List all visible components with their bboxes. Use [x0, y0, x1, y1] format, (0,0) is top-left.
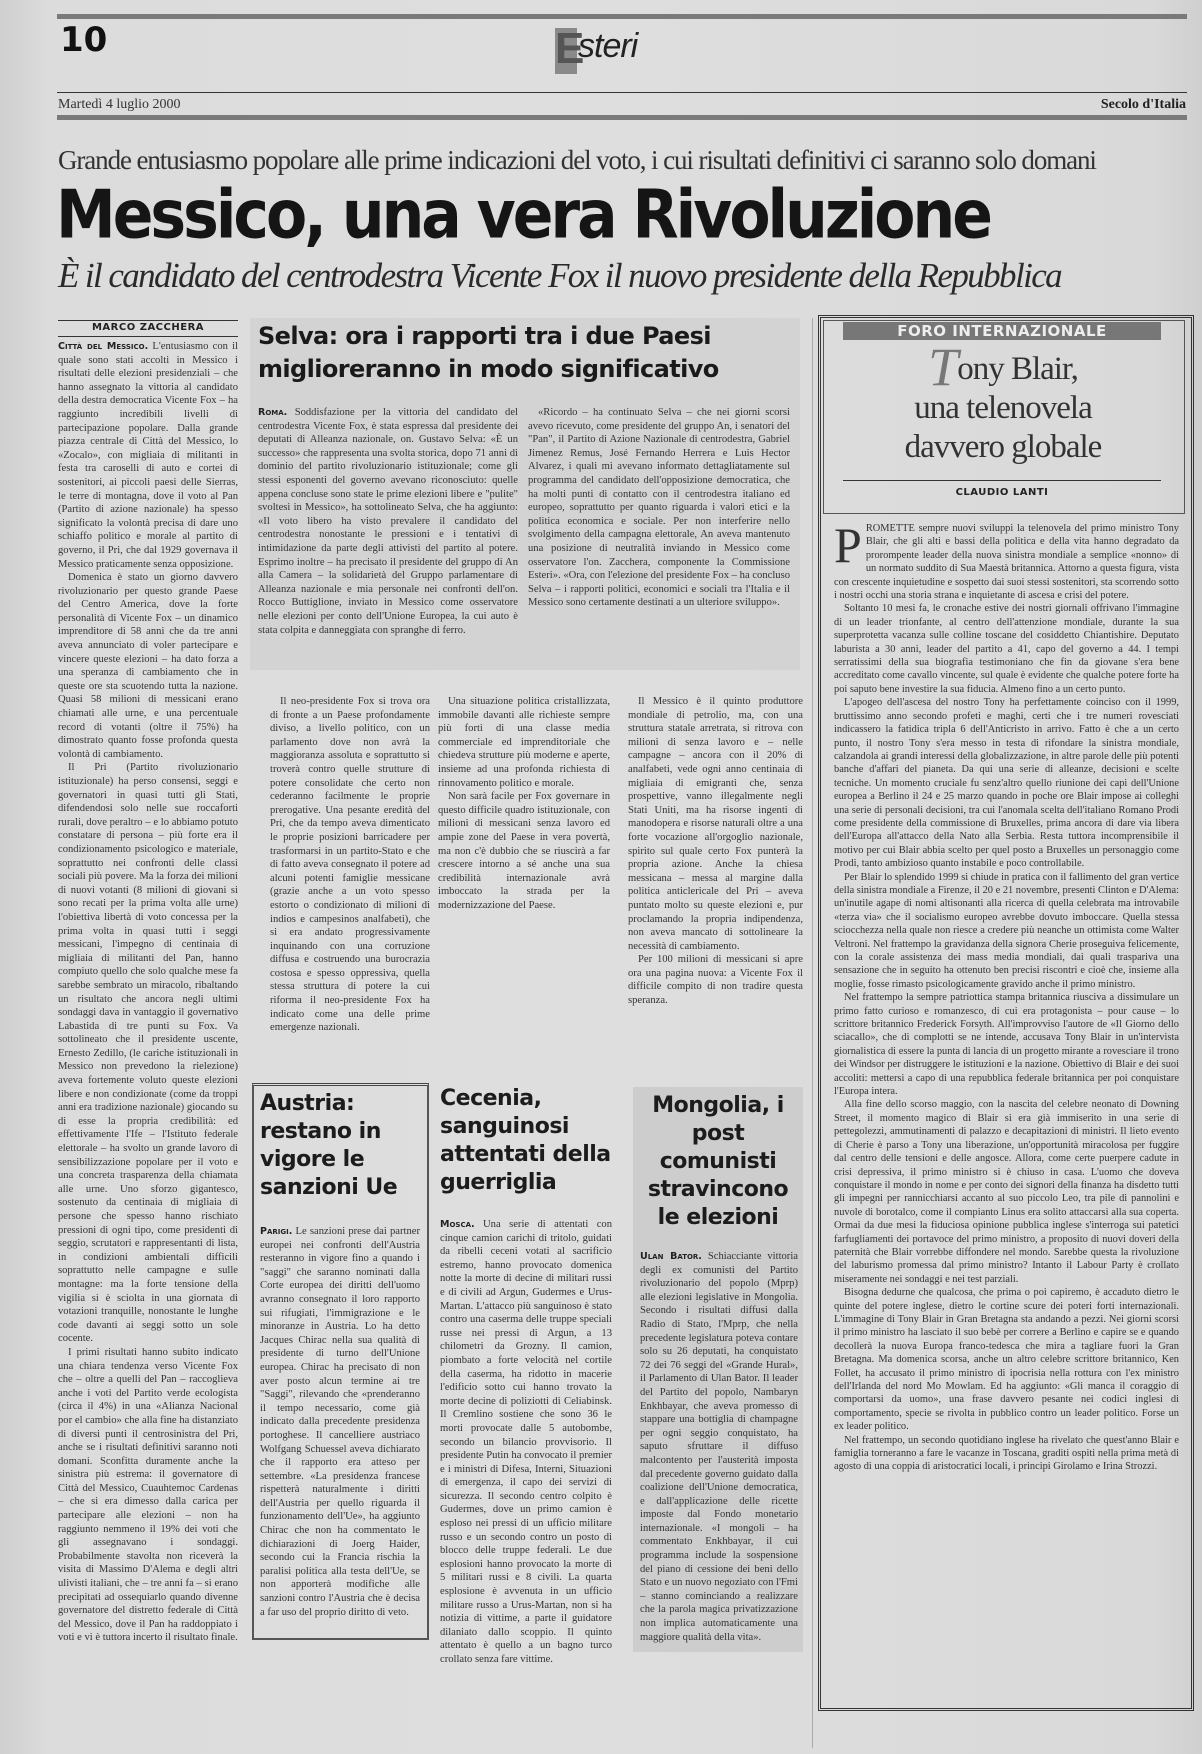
main-dateline: Città del Messico.	[58, 341, 149, 352]
foro-paragraph: Soltanto 10 mesi fa, le cronache estive dei nostri giornali offrivano l'immagine di un leader trionfante, al centro dell'attenzione mondiale, durante la sua superprotetta vacanza sulle colline toscane del cosiddetto Chiantishire. Deputato laburista a 30 anni, leader del partito a 41, capo del governo a 44. I tempi serratissimi della sua biografia testimoniano che fin da giovane s'era bene accreditato come cavallo vincente, sul quale è evidente che qualche potere forte ha poi saputo bene investire la sua fiducia. Almeno fino a un certo punto.	[834, 603, 1179, 695]
selva-paragraph: «Ricordo – ha continuato Selva – che nei giorni scorsi avevo ricevuto, come presidente del gruppo An, i senatori del "Pan", il Partito di Azione Nazionale di centrodestra, Gabriel Jimenez Remus, José Fernando Herrera e Luis Hector Alvarez, i quali mi avevano informato dettagliatamente sul programma del candidato dell'opposizione democratica, che ha molti punti di contatto con il centrodestra italiano ed europeo, soprattutto per quanto riguarda i valori etici e la politica economica e sociale. Per non interferire nello svolgimento della campagna elettorale, An aveva mantenuto una posizione di neutralità inviando in Messico come osservatore l'on. Zacchera, componente la Commissione Esteri». «Ora, con l'elezione del presidente Fox – ha concluso Selva – i rapporti politici, economici e sociali tra l'Italia e il Messico sono certamente destinati a un ulteriore sviluppo».	[528, 407, 790, 609]
selva-paragraph-text: Soddisfazione per la vittoria del candidato del centrodestra Vicente Fox, è stata espressa dal presidente dei deputati di Alleanza nazionale, on. Gustavo Selva: «È un successo» che rappresenta una svolta storica, dopo 71 anni di dominio del partito rivoluzionario istituzionale; come gli stessi esponenti del governo avevano riconosciuto: quelle appena concluse sono state le prime elezioni libere e "pulite" svoltesi in Messico», ha sottolineato Selva, che ha aggiunto: «Il voto libero ha visto prevalere il candidato del centrodestra nonostante le pressioni e i tentativi di intimidazione da parte degli attivisti del partito al potere. Esprimo inoltre – ha precisato il presidente del gruppo di An alla Camera – la solidarietà del Gruppo parlamentare di Alleanza nazionale e mia personale nei confronti dell'on. Rocco Buttiglione, inviato in Messico come osservatore nelle elezioni per conto dell'Unione Europea, la cui auto è stata colpita e danneggiata con spranghe di ferro.	[258, 407, 518, 636]
foro-title	[830, 337, 1176, 467]
top-rule	[57, 14, 1187, 19]
foro-rule	[843, 480, 1161, 481]
mongolia-text: Schiacciante vittoria degli ex comunisti del Partito rivoluzionario del popolo (Mprp) alle elezioni legislative in Mongolia. Secondo i risultati diffusi dalla Radio di Stato, l'Mprp, che nella precedente legislatura poteva contare solo su 26 deputati, ha conquistato 72 dei 76 seggi del «Grande Hural», il Parlamento di Ulan Bator. Il leader del Partito del popolo, Nambaryn Enkhbayar, che aveva promesso di stappare una bottiglia di champagne per ogni seggio conquistato, ha saputo sfruttare il diffuso malcontento per l'austerità imposta dal precedente governo guidato dalla coalizione dell'Unione democratica, e dall'applicazione delle ricette imposte dal Fondo monetario internazionale. «I mongoli – ha commentato Enkhbayar, il cui programma include la sospensione del piano di cessione dei beni dello Stato e un nuovo negoziato con l'Fmi – stanno cominciando a realizzare che la parola magica privatizzazione non implica automaticamente una maggiore qualità della vita».	[640, 1251, 798, 1643]
foro-author: CLAUDIO LANTI	[955, 487, 1049, 498]
main-paragraph-text: L'entusiasmo con il quale sono stati accolti in Messico i risultati delle elezioni presidenziali – che hanno assegnato la vittoria al candidato della destra democratica Vicente Fox – ha raggiunto incredibili livelli di partecipazione popolare. Dalla grande piazza centrale di Città del Messico, lo «Zocalo», con migliaia di militanti in festa tra caroselli di auto e cortei di sostenitori, ai piccoli paesi delle Sierras, le terre di montagna, dove il voto al Pan (Partito di azione nazionale) ha spesso significato la volontà precisa di dare uno schiaffo politico e morale al partito di governo, il Pri, che dal 1929 governava il Messico praticamente senza opposizione.	[58, 341, 238, 570]
cecenia-text: Una serie di attentati con cinque camion carichi di tritolo, guidati da ribelli ceceni votati al sacrificio estremo, hanno provocato domenica notte la morte di decine di militari russi e di civili ad Argun, Gudermes e Urus-Martan. L'attacco più sanguinoso è stato contro una caserma delle truppe speciali russe nei pressi di Argun, a 13 chilometri da Grozny. Il camion, piombato a forte velocità nel cortile della caserma, ha ridotto in macerie l'edificio sotto cui hanno trovato la morte decine di poliziotti di Celiabinsk. Il Cremlino sostiene che sono 36 le morti provocate dalle 5 autobombe, secondo un bilancio provvisorio. Il presidente Putin ha convocato il premier e i ministri di Difesa, Interni, Situazioni di emergenza, il capo dei servizi di sicurezza. Il secondo centro colpito è Gudermes, dove un primo camion è esploso nei pressi di un ufficio militare russo e un secondo contro un posto di blocco delle truppe federali. Le due esplosioni hanno provocato la morte di 5 militari russi e 8 civili. La quarta esplosione è avvenuta in un ufficio militare russo a Urus-Martan, non si ha notizia di vittime, a parte il guidatore dilaniato dallo scoppio. Il quinto attentato è quello a un bagno turco crollato senza fare vittime.	[440, 1219, 612, 1665]
foro-paragraph: Bisogna dedurne che qualcosa, che prima o poi capiremo, è accaduto dietro le quinte del potere inglese, dietro le cortine scure dei poteri forti internazionali. L'immagine di Tony Blair in Gran Bretagna sta andando a pezzi. Nei giorni scorsi il primo ministro ha lasciato il suo bebè per correre a Berlino e capire se e quando decollerà la nuova Europa franco-tedesca che mira a tagliare fuori la Gran Bretagna. Ma domenica scorsa, anche un altro celebre scrittore britannico, Ken Follet, ha accusato il primo ministro di ipocrisia nella rottura con l'ex ministro dell'Irlanda del nord Mo Mowlam. Ed ha aggiunto: «Gli manca il coraggio di comportarsi da uomo», una frase davvero pesante nei codici inglesi di comportamento, specie se rivolta in pubblico contro un leader politico. Forse un ex leader politico.	[834, 1287, 1179, 1433]
main-headline: Messico, una vera Rivoluzione	[56, 176, 990, 255]
section-rest: steri	[578, 27, 638, 65]
foro-band: FORO INTERNAZIONALE	[843, 322, 1161, 340]
newspaper-name: Secolo d'Italia	[1100, 97, 1186, 112]
foro-paragraph: Per Blair lo splendido 1999 si chiude in pratica con il fallimento del gran vertice della sinistra mondiale a Firenze, il 20 e 21 novembre, presenti Clinton e D'Alema: un'inutile agape di nomi altisonanti alla ricerca di quella celebrata ma introvabile «terza via» che il socialismo europeo avrebbe dovuto imboccare. Quella stessa sciocchezza nella quale non riesce a credere più neanche un ottimista come Walter Veltroni. Nel frattempo la gravidanza della signora Cherie proseguiva felicemente, con la corale assistenza dei mass media mondiali, dai quali traspariva una sensazione che in seguito ha ottenuto ben precisi riscontri e cioè che, insieme alla moglie, fosse rimasto psicologicamente gravido anche il primo ministro.	[834, 871, 1179, 990]
main-paragraph: Non sarà facile per Fox governare in questo difficile quadro istituzionale, con milioni di messicani senza lavoro ed ampie zone del Paese in vera povertà, ma non c'è dubbio che se riuscirà a far crescere intorno a sé anche una sua credibilità internazionale avrà imboccato la strada per la modernizzazione del Paese.	[438, 791, 610, 911]
section-initial: E	[555, 24, 584, 73]
foro-paragraph: Nel frattempo la sempre patriottica stampa britannica riusciva a dissimulare un primo fatto curioso e romanzesco, di cui era protagonista – pour cause – lo scrittore britannico Frederick Forsyth. All'improvviso l'autore de «Il Giorno dello sciacallo», che di complotti se ne intende, accusava Tony Blair in un'intervista giornalistica di essere la punta di lancia di un progetto mirante a rovesciare il trono dei Windsor per distruggere le istituzioni e la nazione. Obiettivo di Blair e dei suoi accoliti: mettersi a capo di una repubblica federale britannica per poi conquistare l'Europa intera.	[834, 992, 1179, 1098]
mongolia-article	[640, 1250, 798, 1650]
main-continuation-column-2	[438, 695, 610, 1055]
main-subhead: È il candidato del centrodestra Vicente Fox il nuovo presidente della Repubblica	[58, 256, 1062, 295]
mongolia-headline: Mongolia, i post comunisti stravincono le elezioni	[647, 1093, 789, 1230]
foro-paragraph: Nel frattempo, un secondo quotidiano inglese ha rivelato che quest'anno Blair e famiglia torneranno a fare le vacanze in Toscana, graditi ospiti nella prima metà di agosto di una coppia di aristocratici locali, i principi Girolamo e Irina Strozzi.	[834, 1434, 1179, 1473]
main-paragraph: Il Messico è il quinto produttore mondiale di petrolio, ma, con una struttura statale arretrata, si ritrova con milioni di senza lavoro e – nelle campagne – ancora con il 20% di analfabeti, vede ogni anno centinaia di migliaia di emigranti che, senza prospettive, vanno illegalmente negli Stati Uniti, ma ha risorse ingenti di manodopera e risorse naturali oltre a una forte vocazione all'orgoglio nazionale, spirito sul quale certo Fox punterà la propria azione. Anche la chiesa messicana – messa al margine dalla politica anticlericale del Pri – aveva puntato molto su queste elezioni e, pur proclamando la propria indipendenza, non aveva mancato di sottolineare la necessità di cambiamento.	[628, 696, 803, 952]
foro-title-line-2: una telenovela	[914, 390, 1092, 426]
mongolia-paragraph	[640, 1250, 798, 1644]
austria-headline: Austria: restano in vigore le sanzioni Ue	[260, 1091, 398, 1200]
header-bottom-rule	[57, 115, 1187, 120]
foro-title-line-3: davvero globale	[904, 429, 1102, 465]
main-paragraph: Il Pri (Partito rivoluzionario istituzionale) ha perso consensi, seggi e governatori in quasi tutti gli Stati, difendendosi solo nelle sue roccaforti rurali, dove peraltro – e lo abbiamo potuto constatare di persona – più forte era il condizionamento psicologico e materiale, soprattutto nei confronti delle classi sociali più povere. Ma la forza dei milioni di nuovi votanti (8 milioni di giovani si sono recati per la prima volta alle urne) l'obiettiva libertà di voto concessa per la prima volta in quasi tutti i seggi messicani, l'impegno di centinaia di migliaia di militanti del Pan, hanno compiuto quello che solo qualche mese fa sarebbe sembrato un miracolo, ribaltando un risultato che ancora negli ultimi sondaggi dava in vantaggio il governativo Labastida di tre punti su Fox. Va sottolineato che il presidente uscente, Ernesto Zedillo, (le cariche istituzionali in Messico non prevedono la rielezione) aveva fortemente voluto queste elezioni libere e non condizionate (come da troppi anni era tradizione nazionale) giocando su di esse la propria credibilità: ed effettivamente l'Ife – l'Istituto federale elettorale – ha svolto un grande lavoro di sensibilizzazione popolare per il voto e una concreta trasparenza della chiamata alle urne. Uno sforzo gigantesco, sostenuto da centinaia di migliaia di persone che spesso hanno rischiato pressioni di ogni tipo, come presidenti di seggio, scrutatori e rappresentanti di lista, in condizioni ambientali difficili soprattutto nelle campagne e sulle montagne: ma la forte tensione della vigilia si è sciolta in una giornata di votazioni tranquille, nonostante le lunghe code davanti ai seggi sotto un sole cocente.	[58, 762, 238, 1345]
main-article-column	[58, 340, 238, 1745]
austria-paragraph	[260, 1225, 420, 1619]
main-paragraph: Una situazione politica cristallizzata, immobile davanti alle richieste sempre più forti di una classe media commerciale ed imprenditoriale che chiedeva strutture più moderne e aperte, insieme ad una profonda richiesta di rinnovamento politico e morale.	[438, 696, 610, 789]
section-initial-block	[555, 24, 584, 74]
main-paragraph	[58, 340, 238, 571]
header-rule	[57, 92, 1187, 93]
section-title	[555, 20, 638, 73]
byline-rule-bottom	[58, 336, 238, 337]
byline-rule-top	[58, 320, 238, 321]
mongolia-dateline: Ulan Bator.	[640, 1251, 702, 1262]
page-number: 10	[60, 20, 108, 60]
austria-dateline: Parigi.	[260, 1226, 293, 1237]
main-paragraph: I primi risultati hanno subito indicato una chiara tendenza verso Vicente Fox che – oltre a quelli del Pan – raccoglieva anche i voti del Partito verde ecologista (circa il 4%) in una «Alianza Nacional por el cambio» che alla fine ha distanziato di diversi punti il centrosinistra del Pri, anche se i risultati definitivi saranno noti domani. Sconfitta duramente anche la sinistra più estrema: il governatore di Città del Messico, Cuauhtemoc Cardenas – che si era dimesso dalla carica per partecipare alle elezioni – non ha raggiunto nemmeno il 19% dei voti che gli assegnavano i sondaggi. Probabilmente stavolta non riceverà la visita di Massimo D'Alema e degli altri ulivisti italiani, che – tre anni fa – si erano precipitati ad ossequiarlo quando divenne governatore del distretto federale di Città del Messico, dove il Pan ha raddoppiato i voti e vi è tuttora incerto il risultato finale.	[58, 1346, 238, 1644]
main-paragraph: Per 100 milioni di messicani si apre ora una pagina nuova: a Vicente Fox il difficile compito di non tradire questa speranza.	[628, 954, 803, 1007]
austria-text: Le sanzioni prese dai partner europei nei confronti dell'Austria resteranno in vigore fino a quando i "saggi" che saranno nominati dalla Corte europea dei diritti dell'uomo avranno consegnato il loro rapporto sui rifugiati, l'immigrazione e le minoranze in Austria. Lo ha detto Jacques Chirac nella sua qualità di presidente di turno dell'Unione europea. Chirac ha precisato di non aver posto alcun termine ai tre "Saggi", rilevando che «prenderanno il tempo necessario, come già indicato dalla precedente presidenza portoghese. Il cancelliere austriaco Wolfgang Schuessel aveva dichiarato che il rapporto era atteso per settembre. «La presidenza francese rispetterà naturalmente i diritti dell'Austria per quello riguarda il funzionamento dell'Ue», ha aggiunto Chirac che non ha commentato le dichiarazioni di Joerg Haider, secondo cui la Francia rischia la paralisi politica alla testa dell'Ue, se non apporterà modifiche alle sanzioni contro l'Austria che è decisa a far uso del proprio diritto di veto.	[260, 1226, 420, 1618]
selva-column-1	[258, 406, 518, 661]
cecenia-dateline: Mosca.	[440, 1219, 475, 1230]
foro-paragraph-text: ROMETTE sempre nuovi sviluppi la telenovela del primo ministro Tony Blair, che gli alti e bassi della politica e della vita hanno degradato da prorompente leader della nuova sinistra mondiale a semplice «nonno» di un normato suddito di Sua Maestà britannica. Attorno a questa figura, vista con crescente inquietudine e sospetto dai suoi stessi sostenitori, sta scorrendo sotto i nostri occhi una storia strana e inquietante di ascesa e crisi del potere.	[834, 523, 1179, 602]
cecenia-headline: Cecenia, sanguinosi attentati della guerriglia	[440, 1086, 611, 1195]
issue-date: Martedì 4 luglio 2000	[58, 97, 181, 112]
foro-paragraph: L'apogeo dell'ascesa del nostro Tony ha perfettamente coinciso con il 1999, bruttissimo anno secondo profeti e maghi, certi che i tre numeri rovesciati indicassero la fatidica tripla 6 dell'Anticristo in arrivo. Fatto è che a un certo punto, il nostro Tony s'era messo in testa di rifondare la sinistra mondiale, calzandola ai grandi interessi della globalizzazione, in altre parole delle più potenti banche d'affari del pianeta. Da qui una serie di alleanze, decisioni e scelte tecniche. Un momento cruciale fu senz'altro quello riunione dei capi dell'Unione europea a Berlino il 24 e 25 marzo quando in poche ore Blair impose ai colleghi una serie di personali decisioni, tra cui l'anomala scelta dell'italiano Romano Prodi come presidente della commissione di Bruxelles, prima ancora di dare via libera dell'Europa all'attacco della Nato alla Serbia. Resta tuttora incomprensibile il motivo per cui Blair abbia scelto per quel posto a Bruxelles un personaggio come Prodi, tanto ambizioso quanto instabile e poco controllabile.	[834, 697, 1179, 870]
selva-column-2	[528, 406, 790, 661]
main-paragraph: Il neo-presidente Fox si trova ora di fronte a un Paese profondamente diviso, a livello politico, con un parlamento dove non avrà la maggioranza assoluta e soprattutto si troverà contro quelle strutture di potere consolidate che certo non cederanno facilmente le proprie prerogative. Una pesante eredità del Pri, che da tempo aveva dimenticato le proprie posizioni barricadere per trasformarsi in un partito-Stato e che di fatto aveva consegnato il potere ad alcuni potenti famiglie messicane (grazie anche a un voto spesso estorto o condizionato di milioni di indios e campesinos analfabeti), che si era andato progressivamente inquinando con una corruzione diffusa e costruendo una burocrazia costosa e spesso oppressiva, quella stessa struttura di potere la cui riforma il neo-presidente Fox ha indicato come una delle prime emergenze nazionali.	[270, 696, 430, 1034]
foro-dropcap: P	[834, 522, 862, 573]
main-continuation-column-3	[628, 695, 803, 1055]
main-kicker: Grande entusiasmo popolare alle prime indicazioni del voto, i cui risultati definitivi ci saranno solo domani	[58, 145, 1096, 175]
main-continuation-column-1	[270, 695, 430, 1055]
main-paragraph: Domenica è stato un giorno davvero rivoluzionario per questo grande Paese del Centro America, dove la forte personalità di Vicente Fox – un dinamico imprenditore di 58 anni che da tre anni aveva annunciato di voler partecipare e vincere queste elezioni – ha dato forza a una speranza di cambiamento che in queste ore sta scuotendo tutta la nazione. Quasi 58 milioni di messicani erano chiamati alle urne, e una percentuale record di votanti (oltre il 75%) ha dimostrato quanto fosse profonda questa volontà di cambiamento.	[58, 572, 238, 760]
column-divider	[812, 318, 813, 1748]
foro-paragraph	[834, 522, 1179, 602]
cecenia-article	[440, 1218, 612, 1738]
foro-title-line-1	[830, 337, 1176, 397]
austria-article	[260, 1225, 420, 1630]
foro-title-line1-rest: ony Blair,	[957, 351, 1078, 387]
selva-dateline: Roma.	[258, 407, 288, 418]
foro-title-initial: T	[928, 337, 958, 397]
foro-paragraph: Alla fine dello scorso maggio, con la nascita del celebre neonato di Downing Street, il momento magico di Blair si era già immiserito in una serie di pettegolezzi, ammutinamenti di palazzo e decapitazioni di ministri. Il lieto evento di Cherie è parso a Tony una liberazione, un'opportunità miracolosa per fuggire dal centro delle tensioni e delle angosce. Allora, come certe puerpere cadute in crisi depressiva, il primo ministro si è chiuso in casa. L'uomo che doveva conquistare il mondo in nome e per conto dei signori della finanza ha disdetto tutti gli impegni per rannicchiarsi accanto al suo piccolo Leo, tra pile di pannolini e nuvole di borotalco, come il compianto Linus era solito attaccarsi alla sua coperta. Ormai da due mesi la fiduciosa opinione pubblica inglese s'interroga sui patetici farfugliamenti dei portavoce del primo ministro, a proposito di nuovi doveri della paternità che Blair vorrebbe diffondere nel mondo. Sarebbe questa la rivoluzione del laburismo promessa dal primo ministro? Intanto il Labour Party è crollato miseramente nei sondaggi e nei test parziali.	[834, 1099, 1179, 1285]
foro-article	[834, 522, 1179, 1697]
selva-paragraph	[258, 406, 518, 637]
selva-headline: Selva: ora i rapporti tra i due Paesi miglioreranno in modo significativo	[258, 322, 719, 383]
main-author: MARCO ZACCHERA	[91, 322, 205, 333]
cecenia-paragraph	[440, 1218, 612, 1667]
